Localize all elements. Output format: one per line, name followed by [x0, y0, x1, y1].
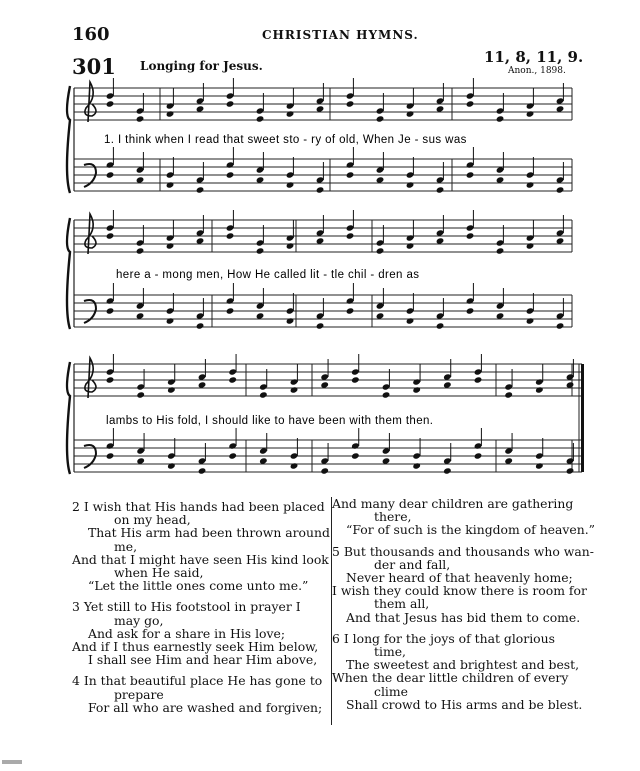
verses-left-line: And ask for a share in His love;: [88, 625, 286, 641]
verses-left-line: me,: [114, 538, 138, 554]
verses-right-line: And that Jesus has bid them to come.: [346, 609, 581, 625]
verses-left-line: And that I might have seen His kind look: [72, 551, 329, 567]
verses-left-line: on my head,: [114, 512, 191, 528]
verses-right-line: time,: [374, 644, 406, 660]
verses-right-line: Shall crowd to His arms and be blest.: [346, 696, 583, 712]
margin-mark: [2, 760, 22, 764]
verses-right-line: I wish they could know there is room for: [332, 583, 587, 599]
verses-left-line: “Let the little ones come unto me.”: [88, 578, 309, 594]
running-title: CHRISTIAN HYMNS.: [262, 28, 419, 42]
verses-left-line: may go,: [114, 612, 164, 628]
verses-right-line: them all,: [374, 596, 430, 612]
verses-left-line: I shall see Him and hear Him above,: [88, 652, 318, 668]
verses-right-line: And many dear children are gathering: [332, 496, 574, 511]
verses-right-line: Never heard of that heavenly home;: [346, 570, 573, 586]
page-number: 160: [72, 24, 110, 45]
verses-right-line: 5 But thousands and thousands who wan-: [332, 543, 594, 559]
verses-right-line: der and fall,: [374, 556, 451, 572]
verses-right-line: “For of such is the kingdom of heaven.”: [346, 522, 595, 538]
lyrics-line-2: here a - mong men, How He called lit - tle chil - dren as: [116, 269, 420, 281]
lyrics-line-1: 1. I think when I read that sweet sto - ry of old, When Je - sus was: [104, 134, 467, 146]
verses-left-line: 4 In that beautiful place He has gone to: [72, 673, 323, 689]
hymn-meter: 11, 8, 11, 9.: [484, 48, 584, 66]
verses-left-line: And if I thus earnestly seek Him below,: [72, 639, 319, 655]
verses-left-line: prepare: [114, 686, 164, 702]
verses-right-line: clime: [374, 683, 408, 699]
verses-right-line: The sweetest and brightest and best,: [346, 657, 580, 673]
hymn-title: Longing for Jesus.: [140, 59, 263, 73]
verses-left-line: 2 I wish that His hands had been placed: [72, 499, 325, 514]
verses-right-column: [332, 496, 595, 712]
verses-left-column: [72, 500, 330, 714]
lyrics-line-3: lambs to His fold, I should like to have been with them then.: [106, 415, 434, 427]
verses-left-line: 3 Yet still to His footstool in prayer I: [72, 599, 301, 615]
hymn-number: 301: [72, 54, 116, 79]
verses-right-line: When the dear little children of every: [332, 670, 569, 686]
verses-left-line: For all who are washed and forgiven;: [88, 699, 323, 715]
hymn-credit: Anon., 1898.: [508, 66, 566, 76]
verses-left-line: when He said,: [114, 565, 204, 581]
verses-left-line: That His arm had been thrown around: [88, 525, 330, 541]
verses-right-line: there,: [374, 509, 412, 525]
verses-right-line: 6 I long for the joys of that glorious: [332, 630, 555, 646]
